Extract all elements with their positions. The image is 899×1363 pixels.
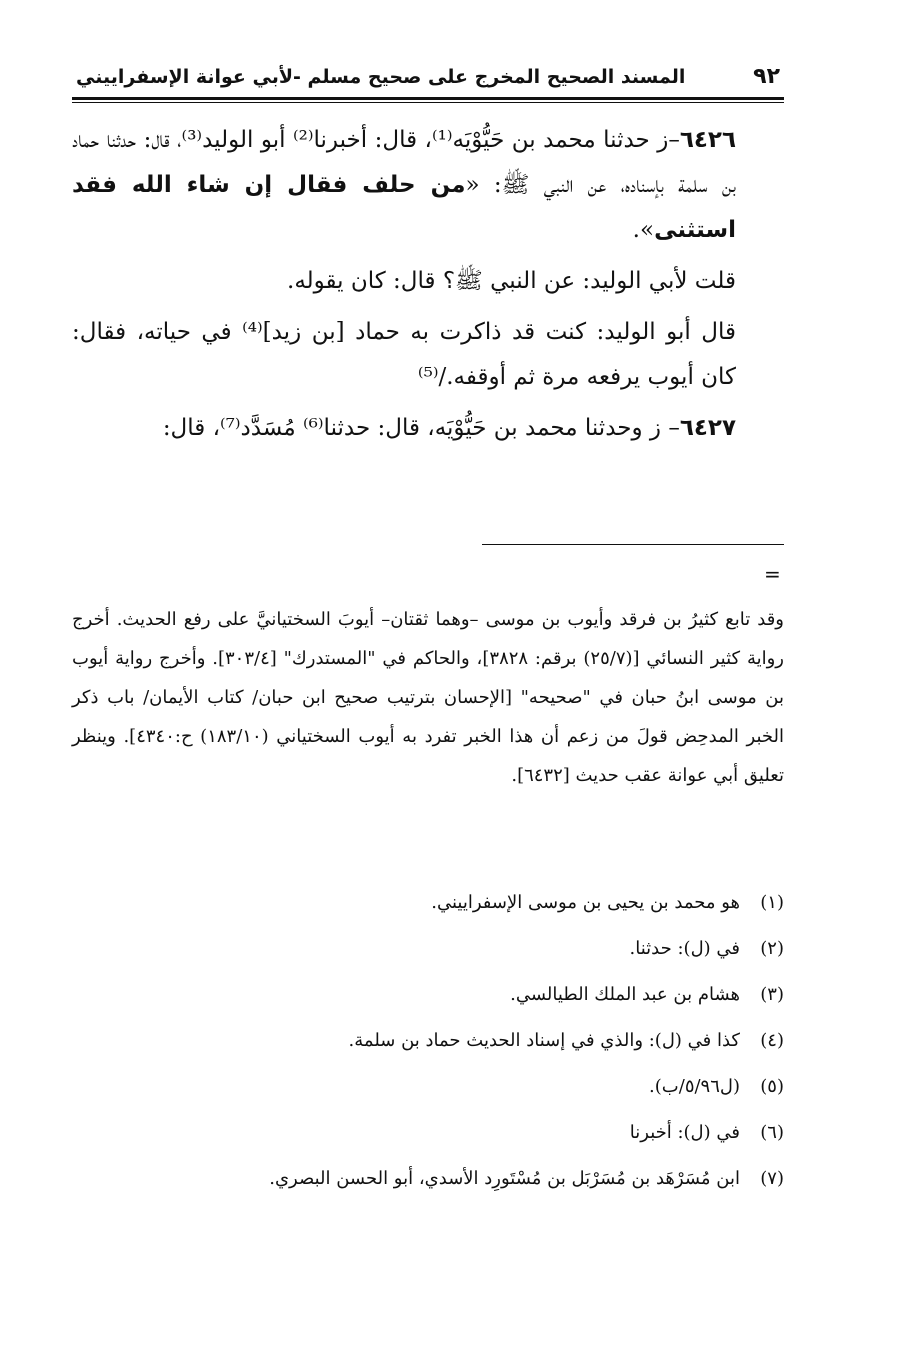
hadith-6426-line2: قال: حدثنا حماد بن سلمة بإسناده، عن النبي ﷺ: « xyxy=(72,127,737,198)
hadith-6427-paragraph xyxy=(72,406,784,451)
footnote-separator xyxy=(482,544,784,545)
hadith-6426-paragraph xyxy=(72,118,784,253)
footnote-item xyxy=(72,880,784,926)
footnote-item xyxy=(72,1064,784,1110)
footnote-item xyxy=(72,1110,784,1156)
footnote-text: (ل٥/٩٦/ب). xyxy=(649,1076,740,1097)
footnote-number: (٦) xyxy=(760,1122,784,1143)
footnote-item xyxy=(72,1156,784,1202)
page-header xyxy=(72,60,784,100)
footnote-number: (٣) xyxy=(760,984,784,1005)
question-paragraph: قلت لأبي الوليد: عن النبي ﷺ؟ قال: كان يقوله. xyxy=(287,268,736,294)
page-number: ٩٢ xyxy=(753,64,780,89)
footnote-continuation: وقد تابع كثيرُ بن فرقد وأيوب بن موسى –وهما ثقتان– أيوبَ السختيانيَّ على رفع الحديث. أخرج رواية كثير النسائي [(٢٥/٧) برقم: ٣٨٢٨]، والحاكم في "المستدرك" [٣٠٣/٤]. وأخرج رواية أيوب بن موسى ابنُ حبان في "صحيحه" [الإحسان بترتيب صحيح ابن حبان/ كتاب الأيمان/ باب ذكر الخبر المدحِض قولَ من زعم أن هذا الخبر تفرد به أيوب السختياني (١٨٣/١٠) ح:٤٣٤٠]. وينظر تعليق أبي عوانة عقب حديث [٦٤٣٢]. xyxy=(72,609,785,786)
footnote-number: (٥) xyxy=(760,1076,784,1097)
main-text xyxy=(72,118,784,451)
footnote-list xyxy=(72,880,784,1202)
footnote-item xyxy=(72,926,784,972)
footnote-text: ابن مُسَرْهَد بن مُسَرْبَل بن مُسْتَورِد الأسدي، أبو الحسن البصري. xyxy=(269,1168,740,1189)
hadith-quote: من حلف فقال إن شاء الله فقد استثنى xyxy=(72,172,736,243)
hadith-6427-text: – ز وحدثنا محمد بن حَيُّوْيَه، قال: حدثنا⁽⁶⁾ مُسَدَّد⁽⁷⁾، قال: xyxy=(162,415,680,441)
footnote-continuation-mark: = xyxy=(764,562,781,586)
footnote-text: كذا في (ل): والذي في إسناد الحديث حماد بن سلمة. xyxy=(348,1030,740,1051)
footnote-number: (٧) xyxy=(760,1168,784,1189)
hadith-number: ٦٤٢٦ xyxy=(679,127,736,153)
footnote-text: في (ل): أخبرنا xyxy=(629,1122,740,1143)
abu-walid-paragraph: قال أبو الوليد: كنت قد ذاكرت به حماد [بن زيد]⁽⁴⁾ في حياته، فقال: كان أيوب يرفعه مرة ثم أوقفه./⁽⁵⁾ xyxy=(72,319,736,390)
header-rule-thin xyxy=(72,102,784,103)
footnote-number: (١) xyxy=(760,892,784,913)
footnote-item xyxy=(72,1018,784,1064)
footnote-text: هو محمد بن يحيى بن موسى الإسفراييني. xyxy=(431,892,740,913)
header-rule-thick xyxy=(72,97,784,100)
running-title: المسند الصحيح المخرج على صحيح مسلم -لأبي عوانة الإسفراييني xyxy=(76,66,686,88)
footnote-text: هشام بن عبد الملك الطيالسي. xyxy=(510,984,740,1005)
hadith-6426-line1: –ز حدثنا محمد بن حَيُّوْيَه⁽¹⁾، قال: أخبرنا⁽²⁾ أبو الوليد⁽³⁾، xyxy=(177,127,680,153)
quote-close: ». xyxy=(632,217,655,243)
footnote-item xyxy=(72,972,784,1018)
footnote-text: في (ل): حدثنا. xyxy=(629,938,740,959)
footnote-number: (٢) xyxy=(760,938,784,959)
footnote-number: (٤) xyxy=(760,1030,784,1051)
hadith-number: ٦٤٢٧ xyxy=(679,415,736,441)
